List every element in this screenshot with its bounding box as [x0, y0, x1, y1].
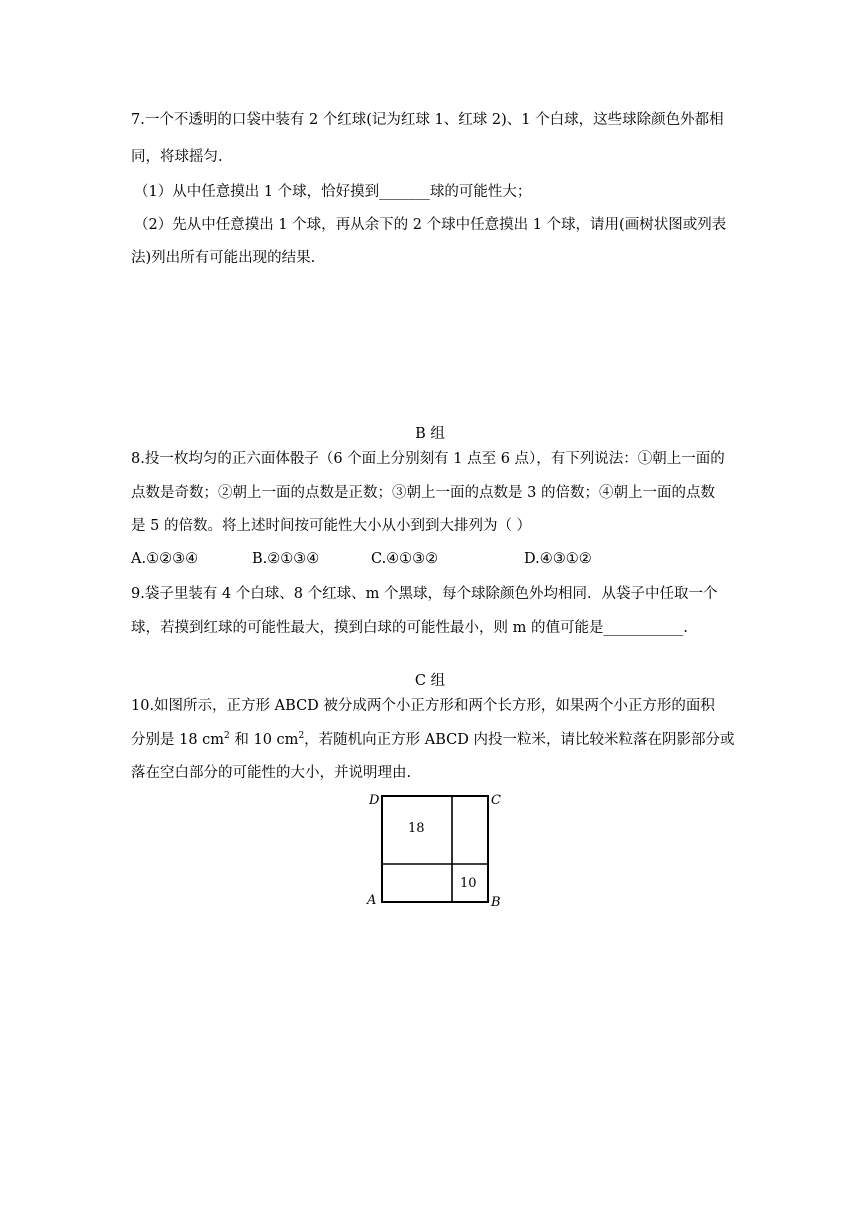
vertex-label-d: D — [369, 793, 380, 808]
q7-part-2-line-1: （2）先从中任意摸出 1 个球，再从余下的 2 个球中任意摸出 1 个球，请用(画树状图或列表 — [134, 217, 727, 233]
q7-part-1: （1）从中任意摸出 1 个球，恰好摸到_______球的可能性大； — [134, 184, 532, 200]
square-abcd-figure — [360, 788, 520, 913]
vertex-label-a: A — [367, 893, 377, 908]
vertex-label-b: B — [491, 895, 501, 910]
q7-part-2-line-2: 法)列出所有可能出现的结果. — [131, 250, 316, 266]
square-diagram — [360, 788, 520, 913]
q10-line-2-part-b: 和 10 cm — [229, 732, 299, 748]
q10-line-1: 10.如图所示，正方形 ABCD 被分成两个小正方形和两个长方形，如果两个小正方形的面积 — [131, 698, 715, 714]
q8-option-d: D.④③①② — [524, 551, 592, 567]
q8-line-3: 是 5 的倍数。将上述时间按可能性大小从小到到大排列为（ ） — [131, 518, 532, 534]
q8-line-1: 8.投一枚均匀的正六面体骰子（6 个面上分别刻有 1 点至 6 点），有下列说法：①朝上一面的 — [131, 451, 725, 467]
large-square-area-label: 18 — [408, 821, 425, 836]
q9-line-1: 9.袋子里装有 4 个白球、8 个红球、m 个黑球，每个球除颜色外均相同．从袋子中任取一个 — [131, 586, 718, 602]
small-square-area-label: 10 — [460, 876, 477, 891]
superscript-2: 2 — [298, 731, 305, 742]
q8-option-c: C.④①③② — [371, 551, 439, 567]
q8-line-2: 点数是奇数；②朝上一面的点数是正数；③朝上一面的点数是 3 的倍数；④朝上一面的点数 — [131, 485, 715, 501]
q8-option-a: A.①②③④ — [131, 551, 199, 567]
q8-option-b: B.②①③④ — [252, 551, 320, 567]
q10-line-3: 落在空白部分的可能性的大小，并说明理由. — [131, 765, 412, 781]
q7-line-1: 7.一个不透明的口袋中装有 2 个红球(记为红球 1、红球 2)、1 个白球，这些球除颜色外都相 — [131, 112, 724, 128]
superscript-2: 2 — [224, 731, 230, 742]
group-b-heading: B 组 — [415, 426, 445, 442]
q9-line-2: 球，若摸到红球的可能性最大，摸到白球的可能性最小，则 m 的值可能是___________. — [131, 620, 688, 636]
q10-line-2 — [131, 730, 735, 750]
q10-line-2-part-c: ，若随机向正方形 ABCD 内投一粒米，请比较米粒落在阴影部分或 — [304, 732, 735, 748]
q10-line-2-part-a: 分别是 18 cm — [131, 732, 225, 748]
group-c-heading: C 组 — [414, 673, 446, 689]
vertex-label-c: C — [491, 793, 501, 808]
q7-line-2: 同，将球摇匀. — [131, 149, 223, 165]
